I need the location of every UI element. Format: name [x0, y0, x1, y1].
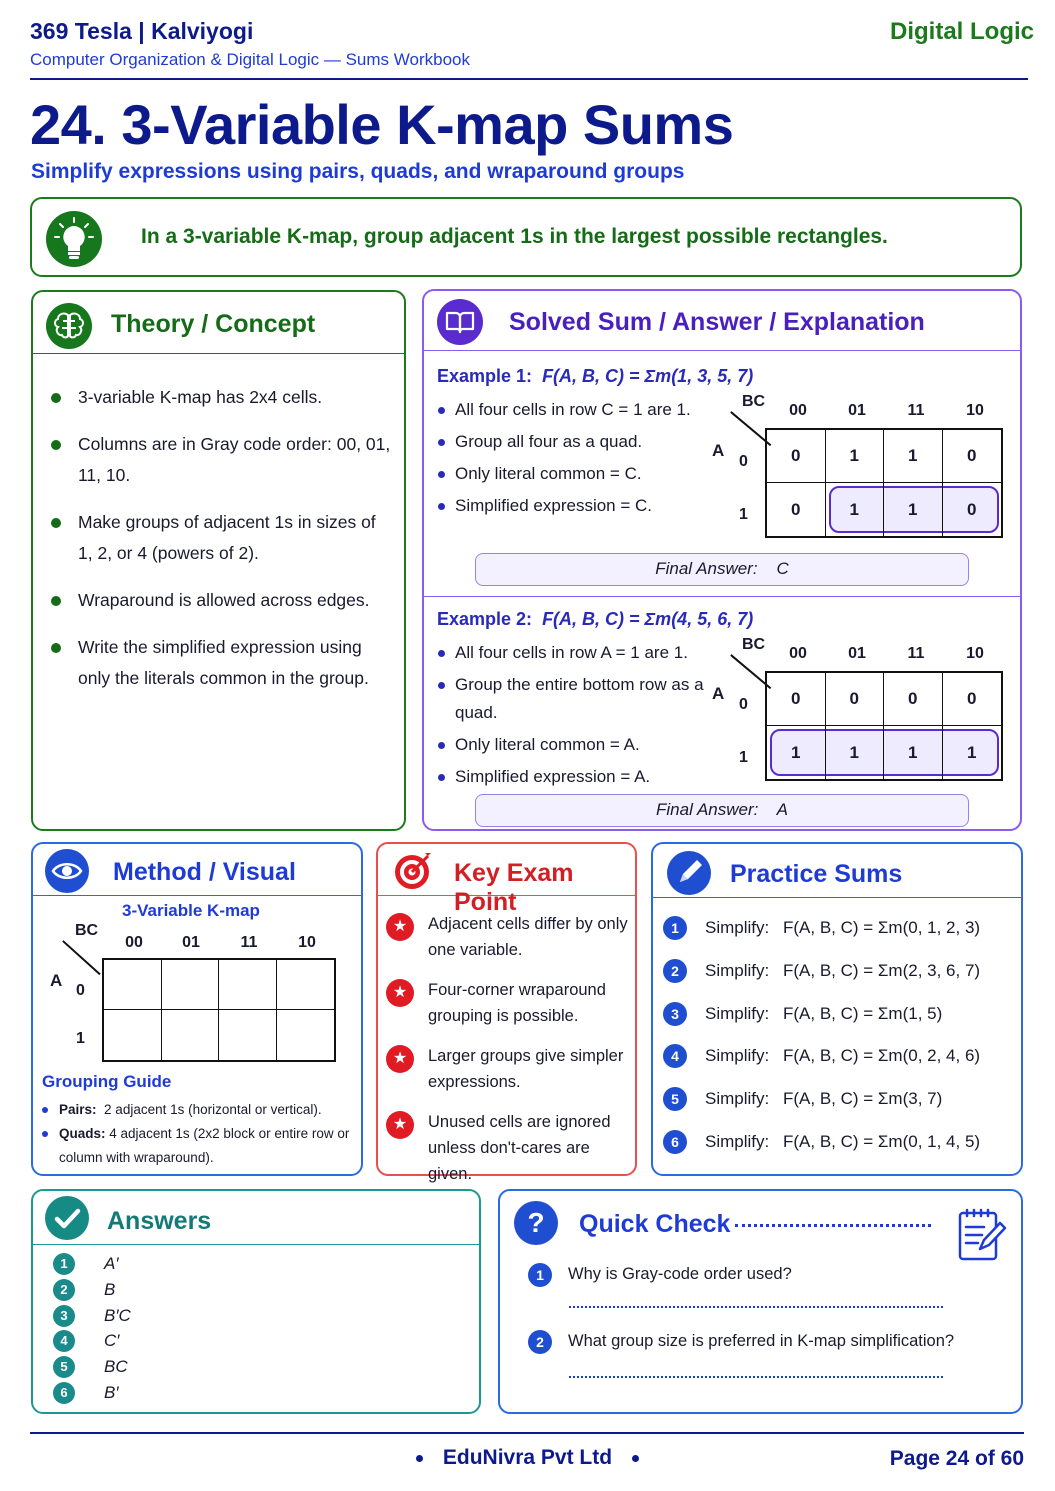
page-number: Page 24 of 60 — [889, 1447, 1024, 1470]
blank-kmap — [41, 920, 341, 1070]
list-item: 3-variable K-map has 2x4 cells. — [51, 382, 391, 413]
list-item: Write the simplified expression using only the literals common in the group. — [51, 632, 391, 694]
kmap-a-label: A — [712, 441, 725, 460]
method-panel — [31, 842, 363, 1176]
list-item: All four cells in row C = 1 are 1. — [437, 396, 707, 424]
kmap-a-label: A — [50, 971, 63, 990]
list-item — [386, 1109, 634, 1187]
quick-check-item — [528, 1265, 792, 1284]
example-expression: F(A, B, C) = Σm(4, 5, 6, 7) — [542, 609, 754, 629]
list-item — [663, 1041, 1019, 1084]
practice-panel — [651, 842, 1023, 1176]
quick-check-item — [528, 1332, 954, 1351]
example-2-kmap — [704, 632, 1004, 787]
kmap-cell: 1 — [826, 483, 885, 536]
kmap-bc-label: BC — [742, 393, 766, 410]
practice-label: Simplify: — [705, 1131, 770, 1151]
tip-text: In a 3-variable K-map, group adjacent 1s in the largest possible rectangles. — [141, 225, 888, 248]
example-2-heading — [437, 609, 753, 630]
number-badge: 3 — [663, 1002, 687, 1026]
kmap-row-label: 1 — [76, 1030, 85, 1047]
number-badge: 1 — [528, 1263, 552, 1287]
practice-expression: F(A, B, C) = Σm(1, 5) — [783, 1003, 943, 1023]
kmap-grid — [102, 958, 336, 1062]
kmap-grid — [765, 671, 1003, 781]
answer-line[interactable] — [569, 1306, 943, 1308]
list-item — [386, 911, 634, 963]
practice-title: Practice Sums — [730, 860, 903, 888]
kmap-cell: 1 — [967, 742, 977, 762]
footer-divider — [30, 1432, 1024, 1434]
list-item — [53, 1252, 131, 1278]
example-divider — [424, 596, 1020, 597]
number-badge: 2 — [53, 1279, 75, 1301]
eye-icon — [45, 849, 89, 893]
star-icon: ★ — [386, 979, 414, 1007]
page-title: 24. 3-Variable K-map Sums — [30, 93, 734, 156]
kmap-col-label: 01 — [182, 934, 200, 951]
kmap-cell: 0 — [767, 673, 826, 726]
list-item: Only literal common = C. — [437, 460, 707, 488]
example-1-kmap — [704, 389, 1004, 544]
method-title: Method / Visual — [113, 858, 296, 886]
list-item: All four cells in row A = 1 are 1. — [437, 639, 707, 667]
question-text: Why is Gray-code order used? — [568, 1265, 792, 1283]
number-badge: 6 — [53, 1382, 75, 1404]
list-item — [53, 1329, 131, 1355]
list-item — [53, 1304, 131, 1330]
kmap-col-label: 00 — [125, 934, 143, 951]
kmap-row-label: 0 — [76, 982, 85, 999]
practice-header — [653, 844, 1021, 898]
grouping-guide-title: Grouping Guide — [42, 1072, 172, 1091]
final-answer-2 — [475, 794, 969, 827]
list-item — [42, 1122, 360, 1170]
key-point-text: Unused cells are ignored unless don't-cares are given. — [428, 1113, 611, 1183]
kmap-col-label: 00 — [789, 402, 807, 419]
theory-panel — [31, 290, 406, 831]
practice-expression: F(A, B, C) = Σm(0, 1, 2, 3) — [783, 918, 981, 937]
kmap-col-label: 01 — [848, 645, 866, 662]
example-expression: F(A, B, C) = Σm(1, 3, 5, 7) — [542, 366, 754, 386]
quick-check-title: Quick Check — [579, 1210, 731, 1238]
kmap-row-label: 1 — [739, 506, 748, 523]
quick-check-panel — [498, 1189, 1023, 1414]
list-item — [42, 1098, 360, 1122]
final-answer-value: C — [776, 559, 789, 578]
theory-list — [51, 382, 391, 710]
kmap-col-label: 10 — [966, 402, 984, 419]
list-item: Simplified expression = C. — [437, 492, 707, 520]
practice-label: Simplify: — [705, 918, 770, 937]
theory-header — [33, 292, 404, 354]
title-dotted-line — [735, 1224, 931, 1227]
number-badge: 1 — [53, 1253, 75, 1275]
publisher-name: EduNivra Pvt Ltd — [442, 1446, 613, 1469]
kmap-cell: 1 — [884, 483, 943, 536]
kmap-cell: 0 — [943, 430, 1002, 483]
answers-title: Answers — [107, 1207, 212, 1235]
target-icon — [392, 850, 434, 892]
kmap-cell: 1 — [884, 726, 943, 779]
theory-title: Theory / Concept — [111, 310, 316, 338]
solved-title: Solved Sum / Answer / Explanation — [509, 308, 925, 336]
workbook-subtitle: Computer Organization & Digital Logic — Sums Workbook — [30, 50, 470, 69]
kmap-cell: 1 — [826, 430, 885, 483]
kmap-cell: 0 — [826, 673, 885, 726]
number-badge: 1 — [663, 916, 687, 940]
lightbulb-icon — [46, 211, 102, 267]
topic-label: Digital Logic — [890, 18, 1034, 45]
kmap-a-label: A — [712, 684, 725, 703]
kmap-cell: 0 — [884, 673, 943, 726]
kmap-cell — [219, 1010, 277, 1060]
number-badge: 6 — [663, 1130, 687, 1154]
list-item: Simplified expression = A. — [437, 763, 707, 791]
kmap-cell — [162, 1010, 220, 1060]
question-text: What group size is preferred in K-map simplification? — [568, 1332, 955, 1350]
kmap-col-label: 10 — [298, 934, 316, 951]
list-item — [53, 1278, 131, 1304]
example-1-steps — [437, 396, 707, 524]
practice-expression: F(A, B, C) = Σm(0, 1, 4, 5) — [783, 1131, 981, 1151]
kmap-cell — [162, 960, 220, 1010]
practice-label: Simplify: — [705, 960, 770, 980]
answers-panel — [31, 1189, 481, 1414]
checkmark-icon — [45, 1196, 89, 1240]
kmap-cell — [277, 1010, 335, 1060]
kmap-row-label: 0 — [739, 453, 748, 470]
brain-icon — [46, 303, 92, 349]
answer-value: B′C — [104, 1305, 131, 1325]
kmap-col-label: 11 — [240, 934, 258, 951]
list-item: Make groups of adjacent 1s in sizes of 1, 2, or 4 (powers of 2). — [51, 507, 391, 569]
final-answer-1 — [475, 553, 969, 586]
final-answer-value: A — [776, 800, 788, 819]
list-item — [663, 956, 1019, 999]
answer-value: A′ — [104, 1254, 119, 1273]
answer-value: BC — [104, 1357, 128, 1377]
list-item — [386, 1043, 634, 1095]
kmap-cell: 0 — [943, 673, 1002, 726]
key-exam-panel — [376, 842, 637, 1183]
key-exam-title: Key Exam Point — [454, 859, 574, 916]
answer-value: C′ — [104, 1331, 120, 1351]
kmap-col-label: 11 — [907, 402, 925, 419]
kmap-col-label: 11 — [907, 645, 925, 662]
kmap-cell: 1 — [884, 430, 943, 483]
example-1-heading — [437, 366, 753, 387]
final-answer-label: Final Answer: — [655, 559, 758, 578]
list-item — [663, 913, 1019, 956]
star-icon: ★ — [386, 1045, 414, 1073]
answers-header — [33, 1191, 479, 1245]
kmap-title: 3-Variable K-map — [122, 901, 260, 920]
kmap-row-label: 0 — [739, 696, 748, 713]
kmap-cell: 1 — [826, 726, 885, 779]
brand-name: 369 Tesla | Kalviyogi — [30, 18, 254, 44]
key-point-text: Four-corner wraparound grouping is possible. — [428, 981, 606, 1025]
kmap-cell — [219, 960, 277, 1010]
list-item: Columns are in Gray code order: 00, 01, 11, 10. — [51, 429, 391, 491]
guide-text: 2 adjacent 1s (horizontal or vertical). — [104, 1102, 322, 1117]
answer-value: B′ — [104, 1382, 119, 1402]
bullet-dot — [632, 1455, 639, 1462]
key-point-text: Adjacent cells differ by only one variable. — [428, 915, 628, 959]
kmap-cell — [104, 960, 162, 1010]
key-exam-list — [386, 911, 634, 1201]
kmap-col-label: 01 — [848, 402, 866, 419]
open-book-icon — [437, 299, 483, 345]
number-badge: 5 — [53, 1356, 75, 1378]
kmap-col-label: 10 — [966, 645, 984, 662]
number-badge: 4 — [663, 1044, 687, 1068]
number-badge: 2 — [663, 959, 687, 983]
answers-list — [53, 1252, 131, 1407]
list-item: Wraparound is allowed across edges. — [51, 585, 391, 616]
list-item — [53, 1381, 131, 1407]
tip-banner — [30, 197, 1022, 277]
kmap-col-label: 00 — [789, 645, 807, 662]
kmap-cell — [104, 1010, 162, 1060]
kmap-cell: 0 — [767, 430, 826, 483]
practice-label: Simplify: — [705, 1089, 770, 1109]
example-label: Example 1: — [437, 366, 533, 386]
final-answer-label: Final Answer: — [656, 800, 759, 819]
practice-expression: F(A, B, C) = Σm(3, 7) — [783, 1089, 943, 1109]
kmap-grid — [765, 428, 1003, 538]
kmap-row-label: 1 — [739, 749, 748, 766]
grouping-guide-list — [42, 1098, 360, 1170]
list-item — [386, 977, 634, 1029]
kmap-cell: 0 — [967, 499, 977, 519]
guide-term: Quads: — [59, 1126, 106, 1141]
answer-line[interactable] — [569, 1376, 943, 1378]
practice-expression: F(A, B, C) = Σm(0, 2, 4, 6) — [783, 1046, 981, 1066]
pencil-icon — [667, 851, 711, 895]
practice-list — [663, 913, 1019, 1170]
kmap-cell — [277, 960, 335, 1010]
example-label: Example 2: — [437, 609, 533, 629]
kmap-cell: 1 — [767, 726, 826, 779]
number-badge: 3 — [53, 1305, 75, 1327]
star-icon: ★ — [386, 913, 414, 941]
notepad-icon — [956, 1207, 1008, 1270]
answer-value: B — [104, 1279, 116, 1299]
kmap-cell: 0 — [767, 483, 826, 536]
list-item — [53, 1355, 131, 1381]
kmap-bc-label: BC — [742, 636, 766, 653]
page-header — [30, 16, 1034, 80]
kmap-bc-label: BC — [75, 922, 99, 939]
bullet-dot — [416, 1455, 423, 1462]
example-2-steps — [437, 639, 707, 795]
method-header — [33, 844, 361, 896]
number-badge: 2 — [528, 1330, 552, 1354]
question-mark-icon — [514, 1201, 558, 1245]
practice-label: Simplify: — [705, 1046, 770, 1066]
list-item: Only literal common = A. — [437, 731, 707, 759]
solved-header — [424, 291, 1020, 351]
key-point-text: Larger groups give simpler expressions. — [428, 1047, 624, 1091]
key-exam-header — [378, 844, 635, 916]
list-item — [663, 1127, 1019, 1170]
number-badge: 4 — [53, 1330, 75, 1352]
list-item — [663, 1084, 1019, 1127]
practice-expression: F(A, B, C) = Σm(2, 3, 6, 7) — [783, 960, 981, 980]
list-item — [663, 999, 1019, 1042]
guide-term: Pairs: — [59, 1102, 97, 1117]
page-subtitle: Simplify expressions using pairs, quads, and wraparound groups — [31, 160, 685, 183]
solved-panel — [422, 289, 1022, 831]
practice-label: Simplify: — [705, 1003, 770, 1023]
list-item: Group all four as a quad. — [437, 428, 707, 456]
number-badge: 5 — [663, 1087, 687, 1111]
svg-text:?: ? — [527, 1207, 545, 1238]
star-icon: ★ — [386, 1111, 414, 1139]
guide-text: 4 adjacent 1s (2x2 block or entire row or column with wraparound). — [59, 1126, 350, 1165]
list-item: Group the entire bottom row as a quad. — [437, 671, 707, 727]
kmap-diagonal — [62, 940, 100, 975]
